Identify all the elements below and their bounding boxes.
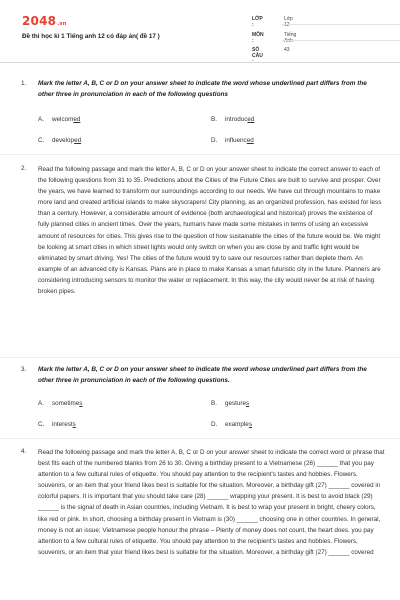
mon-value: Tiếng Anh (284, 32, 297, 44)
option-c[interactable] (38, 421, 76, 428)
option-d[interactable] (211, 137, 254, 144)
lop-label: LỚP : (252, 16, 263, 28)
option-word-stem: interest (52, 421, 73, 428)
option-letter: D. (211, 137, 218, 144)
document-title: Đề thi học kì 1 Tiếng anh 12 có đáp án( đề 17 ) (22, 33, 160, 40)
mon-label: MÔN : (252, 32, 264, 44)
option-word-stem: welcom (52, 116, 74, 123)
option-word-stem: sometime (52, 400, 80, 407)
question-prompt: Mark the letter A, B, C or D on your answer sheet to indicate the word whose underlined part differs from the other three in pronunciation in each of the following questions (38, 80, 367, 98)
site-logo[interactable] (22, 14, 67, 28)
question-number: 1. (21, 80, 27, 87)
socau-label: SỐ CÂU : (252, 47, 263, 65)
question-number: 3. (21, 366, 27, 373)
lop-value: Lớp 12 (284, 16, 293, 28)
option-word-stem: introduc (225, 116, 248, 123)
section-divider (0, 438, 400, 439)
option-letter: D. (211, 421, 218, 428)
option-b[interactable] (211, 116, 254, 123)
option-word-stem: gesture (225, 400, 247, 407)
socau-value: 43 (284, 47, 290, 53)
logo-number: 2048 (22, 14, 57, 28)
section-divider (0, 357, 400, 358)
option-letter: A. (38, 116, 44, 123)
question-4 (0, 448, 400, 600)
underlined-part: s (79, 400, 83, 407)
header-divider (0, 62, 400, 63)
option-word-stem: develop (52, 137, 75, 144)
option-letter: B. (211, 116, 217, 123)
option-letter: B. (211, 400, 217, 407)
header (0, 0, 400, 65)
option-c[interactable] (38, 137, 81, 144)
underlined-part: ed (73, 116, 81, 123)
reading-passage: Read the following passage and mark the letter A, B, C or D on your answer sheet to indicate the correct word or phrase that best fits each of the numbered blanks from 26 to 30. Giving a birthday present to a Vietnamese (26) ______ that you pay attention to a few cultural rules of etiquette. You should pay attention to the recipient's tastes and hobbies. Flowers, souvenirs, or an item that your friend likes best is suitable for the situation. Moreover, a birthday gift (27) ______ covered in colorful papers. It is important that you should take care (28) ______ wrapping your present. It is best to avoid black (29) ______ is the signal of death in Asian countries, including Vietnam. It is best to wrap your present in bright, cheery colors, like red or pink. In short, choosing a birthday present in Vietnam is (30) ______ choosing one in other countries. In general, money is not an issue; Vietnamese people honour the phrase – Plenty of money does not count, the heart does. you pay attention to a few cultural rules of etiquette. You should pay attention to the recipient's tastes and hobbies. Flowers, souvenirs, or an item that your friend likes best is suitable for the situation. Moreover, a birthday gift (27) ______ covered (38, 449, 385, 556)
underlined-part: s (72, 421, 76, 428)
option-a[interactable] (38, 400, 82, 407)
logo-suffix: .vn (57, 21, 67, 27)
option-letter: C. (38, 137, 45, 144)
option-b[interactable] (211, 400, 249, 407)
option-d[interactable] (211, 421, 252, 428)
section-divider (0, 154, 400, 155)
option-a[interactable] (38, 116, 80, 123)
underlined-part: ed (74, 137, 82, 144)
reading-passage: Read the following passage and mark the letter A, B, C or D on your answer sheet to indicate the correct answer to each of the following questions from 31 to 35. Predictions about the Cities of the Future Cities are built to survive and prosper. Over the years, we have learned to transform our surroundings according to our needs. We have cut through mountains to make more land and created artificial islands to make skyscrapers! City planning, as an organized profession, has existed for less than a century. However, a considerable amount of evidence (both archaeological and historical) proves the existence of fully planned cities in ancient times. Over the years, humans have made some mistakes in terms of using an excessive amount of resources for cities. This gives rise to the question of how sustainable the cities of the future would be. We might be looking at smart cities in which street lights would only switch on when you are close by and traffic light would be eliminated by smart driving. Yes! The cities of the future would try to save our resources rather than deplete them. An example of an advanced city is Kansas. Plans are in place to make Kansas a smart futuristic city in the future. Planners are considering introducing sensors to monitor the water or replacement. In this way, the city would never be at risk of having broken pipes. (38, 166, 382, 296)
question-number: 4. (21, 448, 27, 455)
question-prompt: Mark the letter A, B, C or D on your answer sheet to indicate the word whose underlined part differs from the other three in pronunciation in each of the following questions. (38, 366, 367, 384)
divider (282, 24, 400, 25)
question-number: 2. (21, 165, 27, 172)
underlined-part: ed (247, 116, 255, 123)
underlined-part: ed (246, 137, 254, 144)
underlined-part: s (246, 400, 250, 407)
option-letter: C. (38, 421, 45, 428)
option-word-stem: influenc (225, 137, 247, 144)
underlined-part: s (248, 421, 252, 428)
option-word-stem: example (225, 421, 249, 428)
divider (282, 40, 400, 41)
option-letter: A. (38, 400, 44, 407)
